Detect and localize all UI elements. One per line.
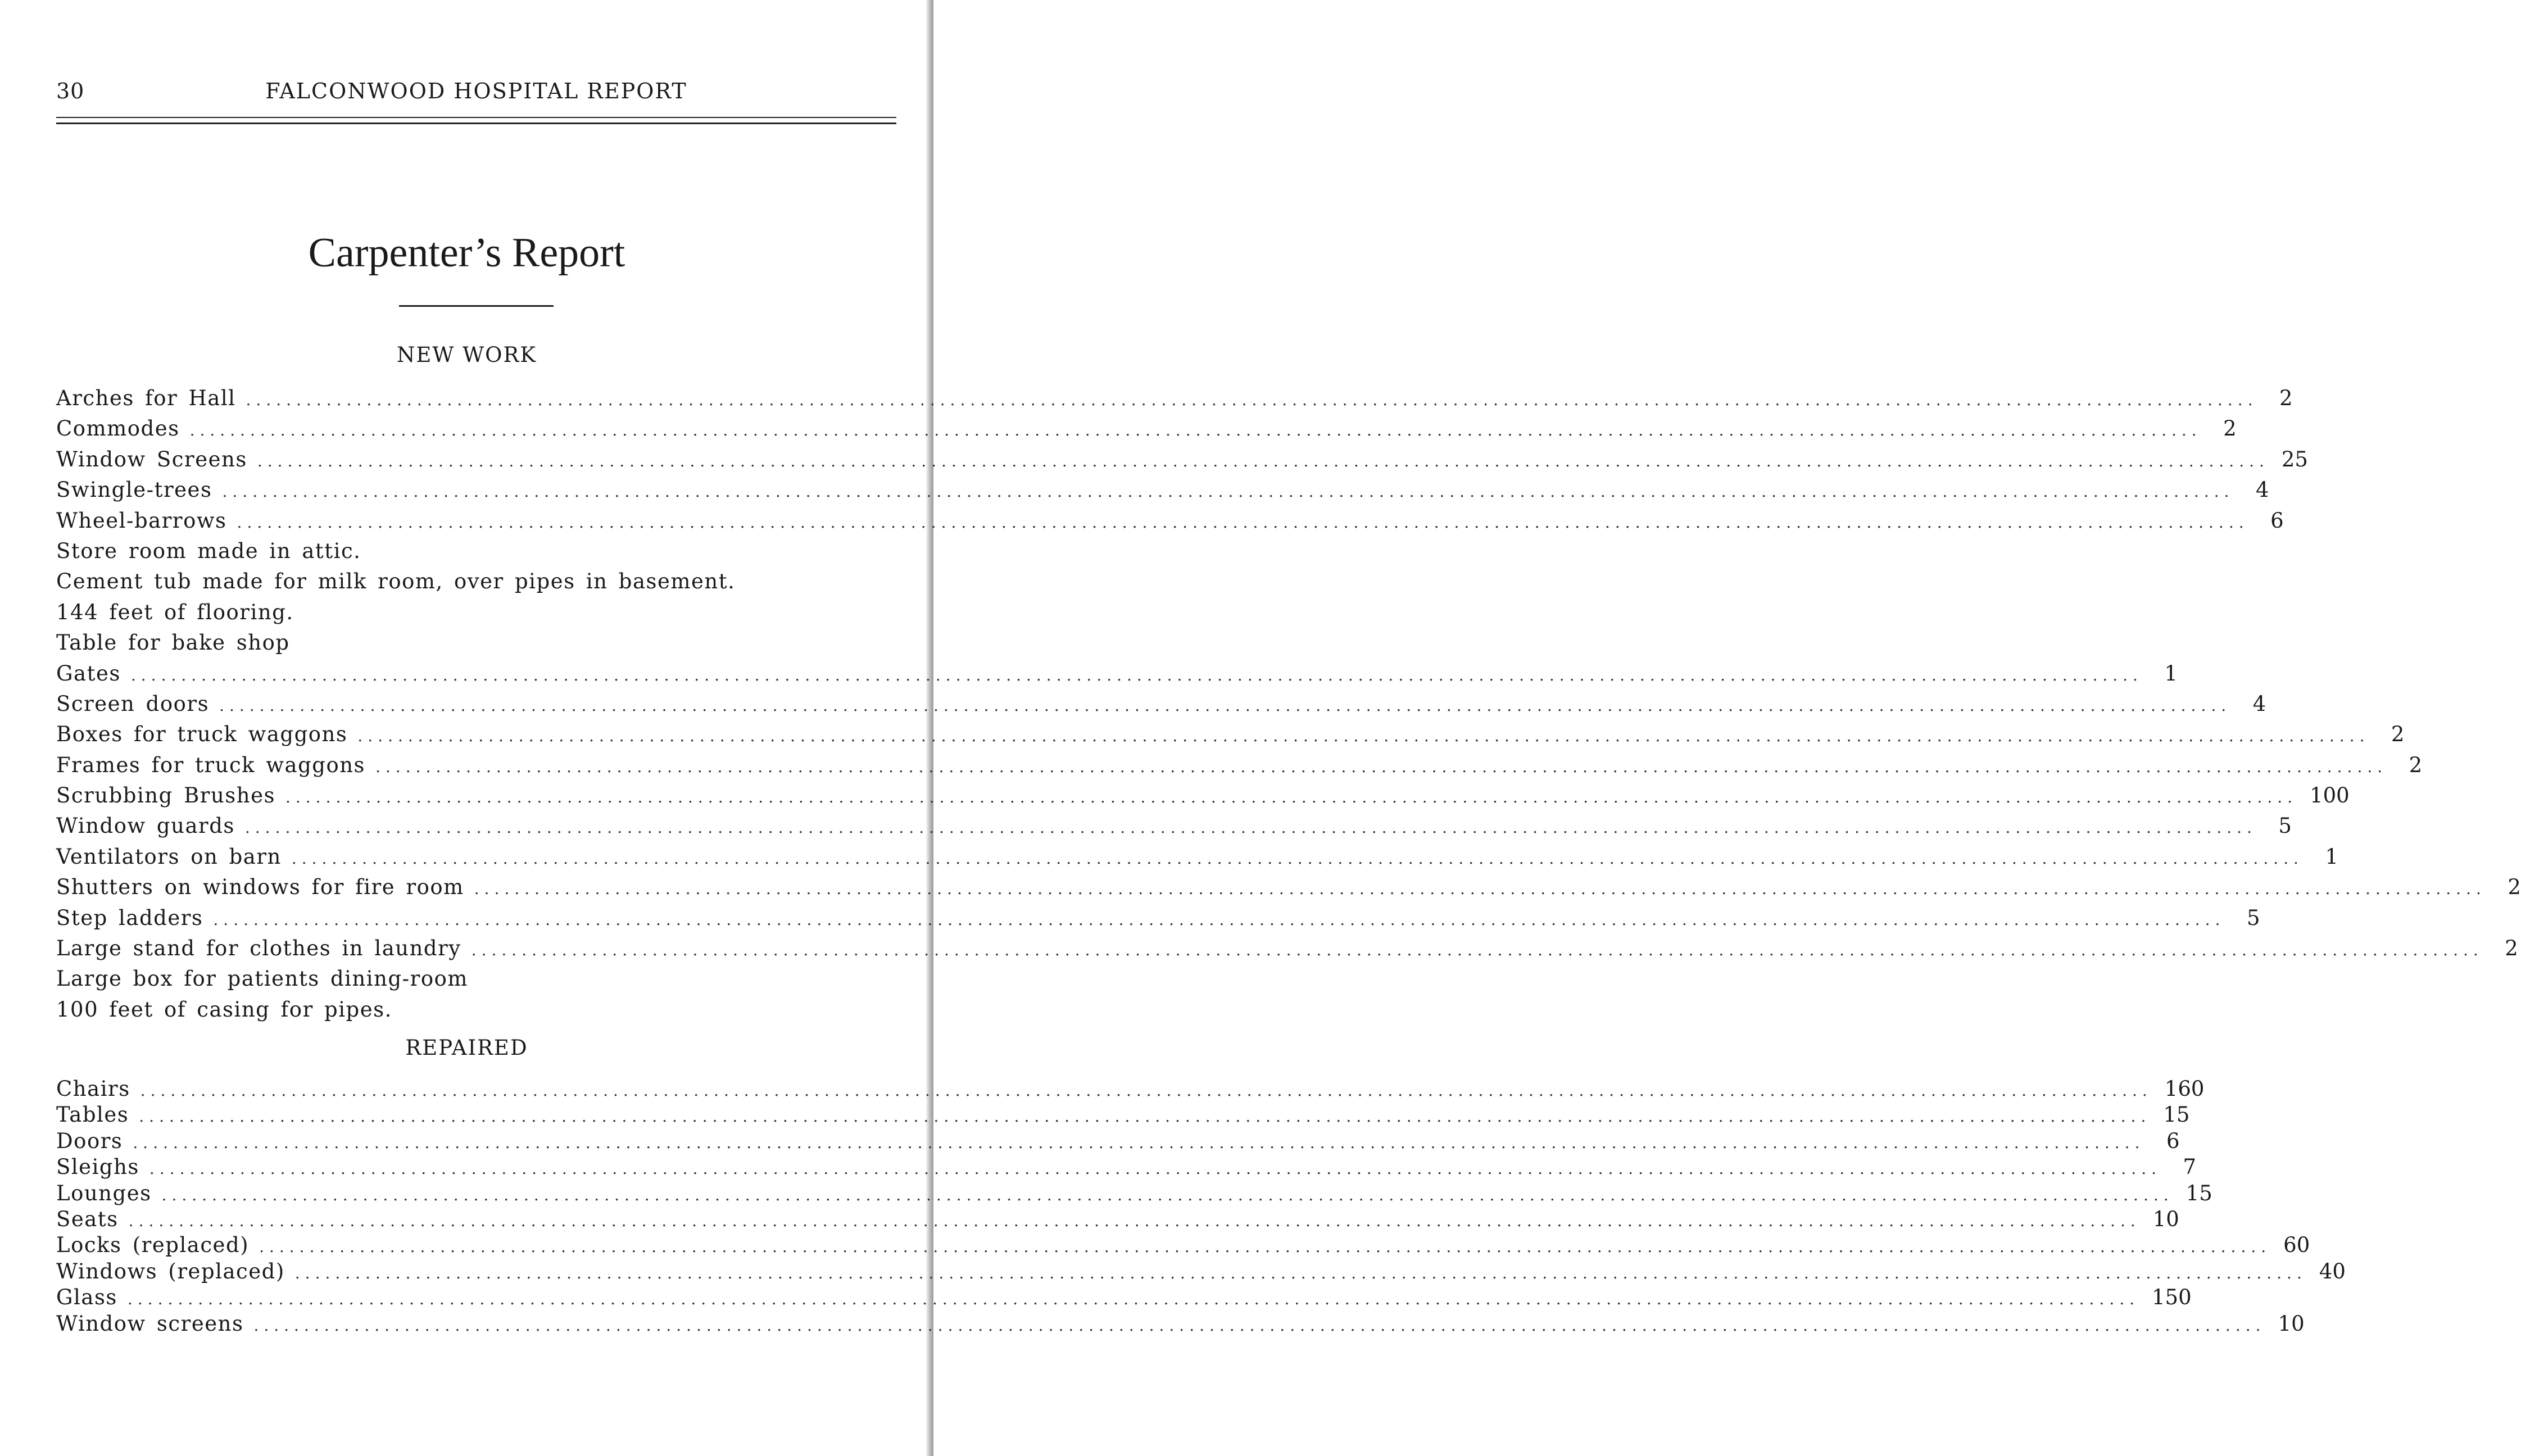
- list-item: [56, 1154, 2196, 1180]
- header-rule-bottom: [56, 123, 896, 124]
- page-number: 30: [56, 79, 85, 103]
- item-label: Swingle-trees: [56, 478, 212, 502]
- list-item: [56, 719, 2405, 750]
- dot-leader: ........................................................................................................................................................................................................: [237, 512, 2249, 532]
- list-item: [56, 995, 900, 1025]
- list-item: [56, 842, 2338, 872]
- item-label: 100 feet of casing for pipes.: [56, 997, 392, 1022]
- item-quantity: 2: [2223, 416, 2237, 441]
- dot-leader: ........................................................................................................................................................................................................: [140, 1081, 2152, 1100]
- running-title: FALCONWOOD HOSPITAL REPORT: [265, 79, 687, 103]
- list-item: [56, 1181, 2212, 1206]
- item-quantity: 4: [2255, 478, 2269, 502]
- item-label: Sleighs: [56, 1155, 139, 1180]
- list-item: [56, 781, 2350, 811]
- list-item: [56, 444, 2308, 475]
- item-label: Lounges: [56, 1181, 152, 1205]
- item-label: Boxes for truck waggons: [56, 722, 348, 747]
- item-quantity: 7: [2183, 1155, 2196, 1180]
- report-title: Carpenter’s Report: [308, 230, 625, 276]
- title-underline: [399, 305, 554, 307]
- item-label: Chairs: [56, 1077, 130, 1101]
- item-quantity: 2: [2391, 722, 2405, 747]
- list-item: [56, 506, 2284, 536]
- item-label: Ventilators on barn: [56, 844, 282, 869]
- dot-leader: ........................................................................................................................................................................................................: [253, 1316, 2266, 1335]
- dot-leader: ........................................................................................................................................................................................................: [213, 910, 2225, 929]
- list-item: [56, 1232, 2310, 1258]
- item-label: 144 feet of flooring.: [56, 600, 294, 624]
- item-label: Tables: [56, 1103, 129, 1127]
- item-quantity: 1: [2325, 844, 2338, 869]
- list-item: [56, 1206, 2179, 1232]
- item-label: Large stand for clothes in laundry: [56, 936, 461, 961]
- item-label: Arches for Hall: [56, 386, 236, 410]
- list-item: [56, 1102, 2190, 1128]
- item-quantity: 2: [2279, 386, 2293, 410]
- dot-leader: ........................................................................................................................................................................................................: [244, 818, 2257, 837]
- dot-leader: ........................................................................................................................................................................................................: [474, 879, 2486, 899]
- dot-leader: ........................................................................................................................................................................................................: [246, 391, 2258, 409]
- item-label: Step ladders: [56, 905, 203, 930]
- item-label: Window Screens: [56, 447, 247, 471]
- new-work-list: [56, 383, 2521, 1025]
- item-label: Locks (replaced): [56, 1233, 250, 1258]
- list-item: [56, 383, 2293, 414]
- list-item: [56, 566, 900, 597]
- item-label: Cement tub made for milk room, over pipes in basement.: [56, 569, 736, 594]
- list-item: [56, 964, 900, 994]
- item-label: Wheel-barrows: [56, 508, 227, 533]
- item-quantity: 6: [2270, 508, 2284, 533]
- item-label: Window guards: [56, 814, 235, 838]
- item-quantity: 6: [2166, 1128, 2180, 1153]
- list-item: [56, 903, 2260, 933]
- dot-leader: ........................................................................................................................................................................................................: [130, 665, 2143, 684]
- item-label: Windows (replaced): [56, 1259, 285, 1283]
- item-label: Glass: [56, 1285, 117, 1310]
- item-quantity: 160: [2164, 1077, 2205, 1101]
- item-label: Table for bake shop: [56, 631, 290, 655]
- list-item: [56, 628, 900, 658]
- repaired-list: [56, 1076, 2346, 1337]
- item-quantity: 2: [2409, 752, 2423, 777]
- list-item: [56, 872, 2521, 902]
- item-label: Frames for truck waggons: [56, 752, 366, 777]
- dot-leader: ........................................................................................................................................................................................................: [189, 421, 2202, 440]
- list-item: [56, 475, 2269, 505]
- dot-leader: ........................................................................................................................................................................................................: [161, 1185, 2174, 1204]
- list-item: [56, 1076, 2205, 1102]
- list-item: [56, 1259, 2346, 1285]
- dot-leader: ........................................................................................................................................................................................................: [222, 482, 2234, 501]
- dot-leader: ........................................................................................................................................................................................................: [471, 941, 2483, 960]
- item-label: Window screens: [56, 1311, 244, 1336]
- header-rule-top: [56, 117, 896, 118]
- list-item: [56, 1311, 2305, 1337]
- item-quantity: 150: [2152, 1285, 2192, 1310]
- item-quantity: 1: [2164, 661, 2178, 686]
- dot-leader: ........................................................................................................................................................................................................: [149, 1159, 2161, 1178]
- dot-leader: ........................................................................................................................................................................................................: [357, 727, 2370, 746]
- list-item: [56, 689, 2266, 719]
- item-label: Large box for patients dining-room: [56, 967, 468, 991]
- item-label: Shutters on windows for fire room: [56, 875, 464, 900]
- item-label: Doors: [56, 1128, 123, 1153]
- item-label: Seats: [56, 1206, 119, 1231]
- item-quantity: 25: [2281, 447, 2308, 471]
- item-label: Gates: [56, 661, 121, 686]
- list-item: [56, 750, 2423, 781]
- item-quantity: 2: [2505, 936, 2518, 961]
- item-quantity: 5: [2278, 814, 2292, 838]
- list-item: [56, 597, 900, 628]
- item-quantity: 100: [2310, 783, 2350, 808]
- dot-leader: ........................................................................................................................................................................................................: [291, 849, 2304, 868]
- item-quantity: 15: [2186, 1181, 2212, 1205]
- dot-leader: ........................................................................................................................................................................................................: [294, 1263, 2307, 1282]
- item-label: Store room made in attic.: [56, 538, 361, 563]
- item-quantity: 40: [2319, 1259, 2346, 1283]
- list-item: [56, 811, 2292, 841]
- item-quantity: 4: [2252, 691, 2266, 716]
- list-item: [56, 1285, 2192, 1310]
- item-quantity: 10: [2152, 1206, 2179, 1231]
- page-header: [56, 79, 896, 107]
- dot-leader: ........................................................................................................................................................................................................: [259, 1237, 2271, 1257]
- list-item: [56, 933, 2518, 964]
- dot-leader: ........................................................................................................................................................................................................: [219, 696, 2232, 715]
- dot-leader: ........................................................................................................................................................................................................: [285, 788, 2298, 807]
- dot-leader: ........................................................................................................................................................................................................: [127, 1290, 2140, 1309]
- list-item: [56, 1128, 2180, 1154]
- item-label: Screen doors: [56, 691, 210, 716]
- item-quantity: 2: [2508, 875, 2521, 900]
- item-quantity: 5: [2246, 905, 2260, 930]
- section-heading-repaired: REPAIRED: [405, 1036, 528, 1060]
- dot-leader: ........................................................................................................................................................................................................: [375, 757, 2388, 776]
- dot-leader: ........................................................................................................................................................................................................: [128, 1211, 2141, 1230]
- dot-leader: ........................................................................................................................................................................................................: [257, 451, 2269, 470]
- item-quantity: 15: [2163, 1103, 2190, 1127]
- item-quantity: 60: [2283, 1233, 2310, 1258]
- list-item: [56, 414, 2237, 444]
- item-label: Scrubbing Brushes: [56, 783, 275, 808]
- dot-leader: ........................................................................................................................................................................................................: [133, 1133, 2145, 1152]
- item-label: Commodes: [56, 416, 180, 441]
- list-item: [56, 659, 2178, 689]
- list-item: [56, 536, 900, 566]
- dot-leader: ........................................................................................................................................................................................................: [139, 1107, 2151, 1126]
- section-heading-new-work: NEW WORK: [396, 343, 537, 367]
- item-quantity: 10: [2278, 1311, 2305, 1336]
